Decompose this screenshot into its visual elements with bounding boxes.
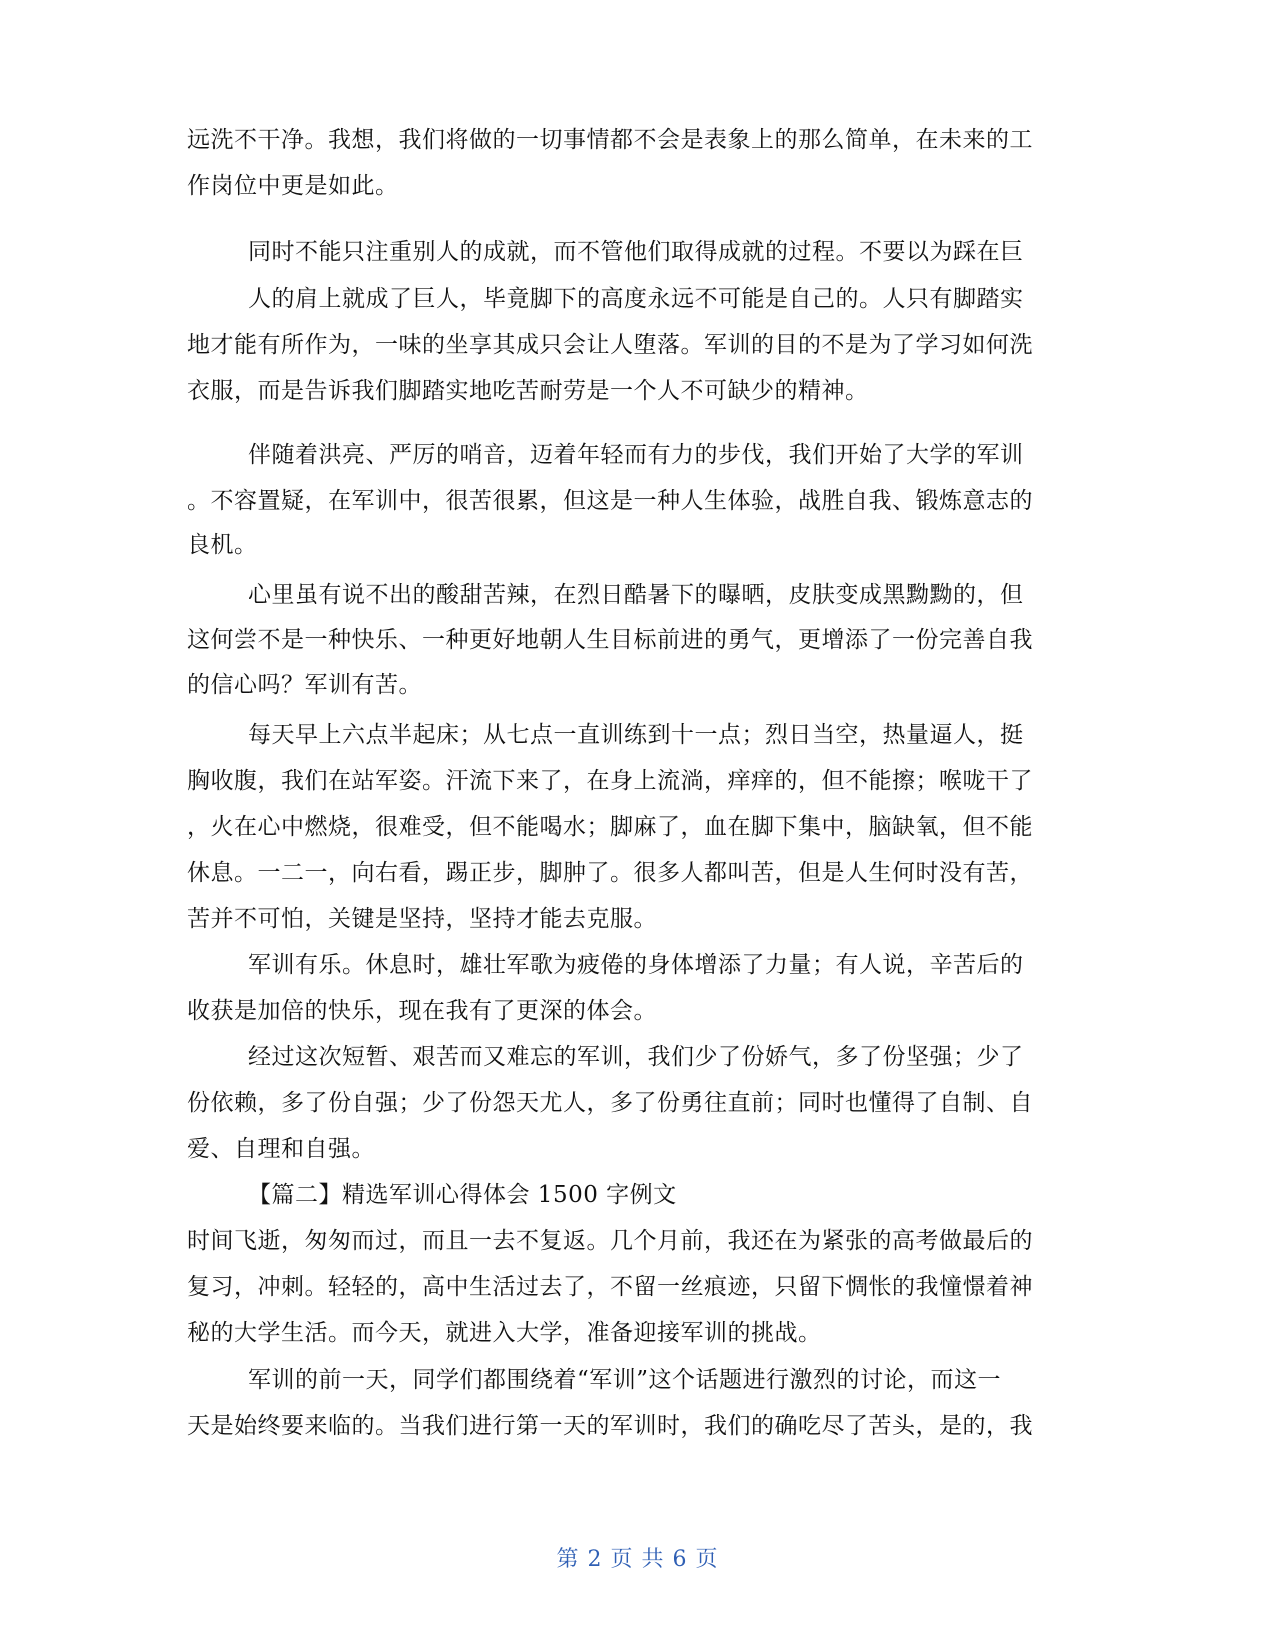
- paragraph-start-line: 心里虽有说不出的酸甜苦辣，在烈日酷暑下的曝晒，皮肤变成黑黝黝的，但: [248, 582, 1024, 608]
- text-line: 良机。: [187, 532, 258, 558]
- text-line: 收获是加倍的快乐，现在我有了更深的体会。: [187, 998, 657, 1024]
- paragraph-start-line: 每天早上六点半起床；从七点一直训练到十一点；烈日当空，热量逼人，挺: [248, 722, 1024, 748]
- text-line: 秘的大学生活。而今天，就进入大学，准备迎接军训的挑战。: [187, 1320, 822, 1346]
- text-line: 衣服，而是告诉我们脚踏实地吃苦耐劳是一个人不可缺少的精神。: [187, 378, 869, 404]
- text-line: 时间飞逝，匆匆而过，而且一去不复返。几个月前，我还在为紧张的高考做最后的: [187, 1228, 1033, 1254]
- paragraph-start-line: 伴随着洪亮、严厉的哨音，迈着年轻而有力的步伐，我们开始了大学的军训: [248, 442, 1024, 468]
- text-line: 作岗位中更是如此。: [187, 173, 399, 199]
- text-line: 。不容置疑，在军训中，很苦很累，但这是一种人生体验，战胜自我、锻炼意志的: [187, 488, 1033, 514]
- paragraph-start-line: 经过这次短暂、艰苦而又难忘的军训，我们少了份娇气，多了份坚强；少了: [248, 1044, 1024, 1070]
- text-line: 远洗不干净。我想，我们将做的一切事情都不会是表象上的那么简单，在未来的工: [187, 127, 1033, 153]
- section-heading: 【篇二】精选军训心得体会 1500 字例文: [248, 1182, 677, 1208]
- text-line: 份依赖，多了份自强；少了份怨天尤人，多了份勇往直前；同时也懂得了自制、自: [187, 1090, 1033, 1116]
- paragraph-start-line: 军训的前一天，同学们都围绕着“军训”这个话题进行激烈的讨论，而这一: [248, 1367, 1002, 1393]
- text-line: 苦并不可怕，关键是坚持，坚持才能去克服。: [187, 906, 657, 932]
- paragraph-start-line: 同时不能只注重别人的成就，而不管他们取得成就的过程。不要以为踩在巨: [248, 239, 1024, 265]
- text-line: 爱、自理和自强。: [187, 1136, 375, 1162]
- text-line: ，火在心中燃烧，很难受，但不能喝水；脚麻了，血在脚下集中，脑缺氧，但不能: [187, 814, 1033, 840]
- text-line: 休息。一二一，向右看，踢正步，脚肿了。很多人都叫苦，但是人生何时没有苦，: [187, 860, 1033, 886]
- text-line: 的信心吗？军训有苦。: [187, 672, 422, 698]
- text-line: 天是始终要来临的。当我们进行第一天的军训时，我们的确吃尽了苦头，是的，我: [187, 1413, 1033, 1439]
- text-line: 人的肩上就成了巨人，毕竟脚下的高度永远不可能是自己的。人只有脚踏实: [248, 286, 1024, 312]
- text-line: 这何尝不是一种快乐、一种更好地朝人生目标前进的勇气，更增添了一份完善自我: [187, 627, 1033, 653]
- text-line: 地才能有所作为，一味的坐享其成只会让人堕落。军训的目的不是为了学习如何洗: [187, 332, 1033, 358]
- page-number-footer: 第 2 页 共 6 页: [556, 1547, 719, 1572]
- paragraph-start-line: 军训有乐。休息时，雄壮军歌为疲倦的身体增添了力量；有人说，辛苦后的: [248, 952, 1024, 978]
- text-line: 胸收腹，我们在站军姿。汗流下来了，在身上流淌，痒痒的，但不能擦；喉咙干了: [187, 768, 1033, 794]
- text-line: 复习，冲刺。轻轻的，高中生活过去了，不留一丝痕迹，只留下惆怅的我憧憬着神: [187, 1274, 1033, 1300]
